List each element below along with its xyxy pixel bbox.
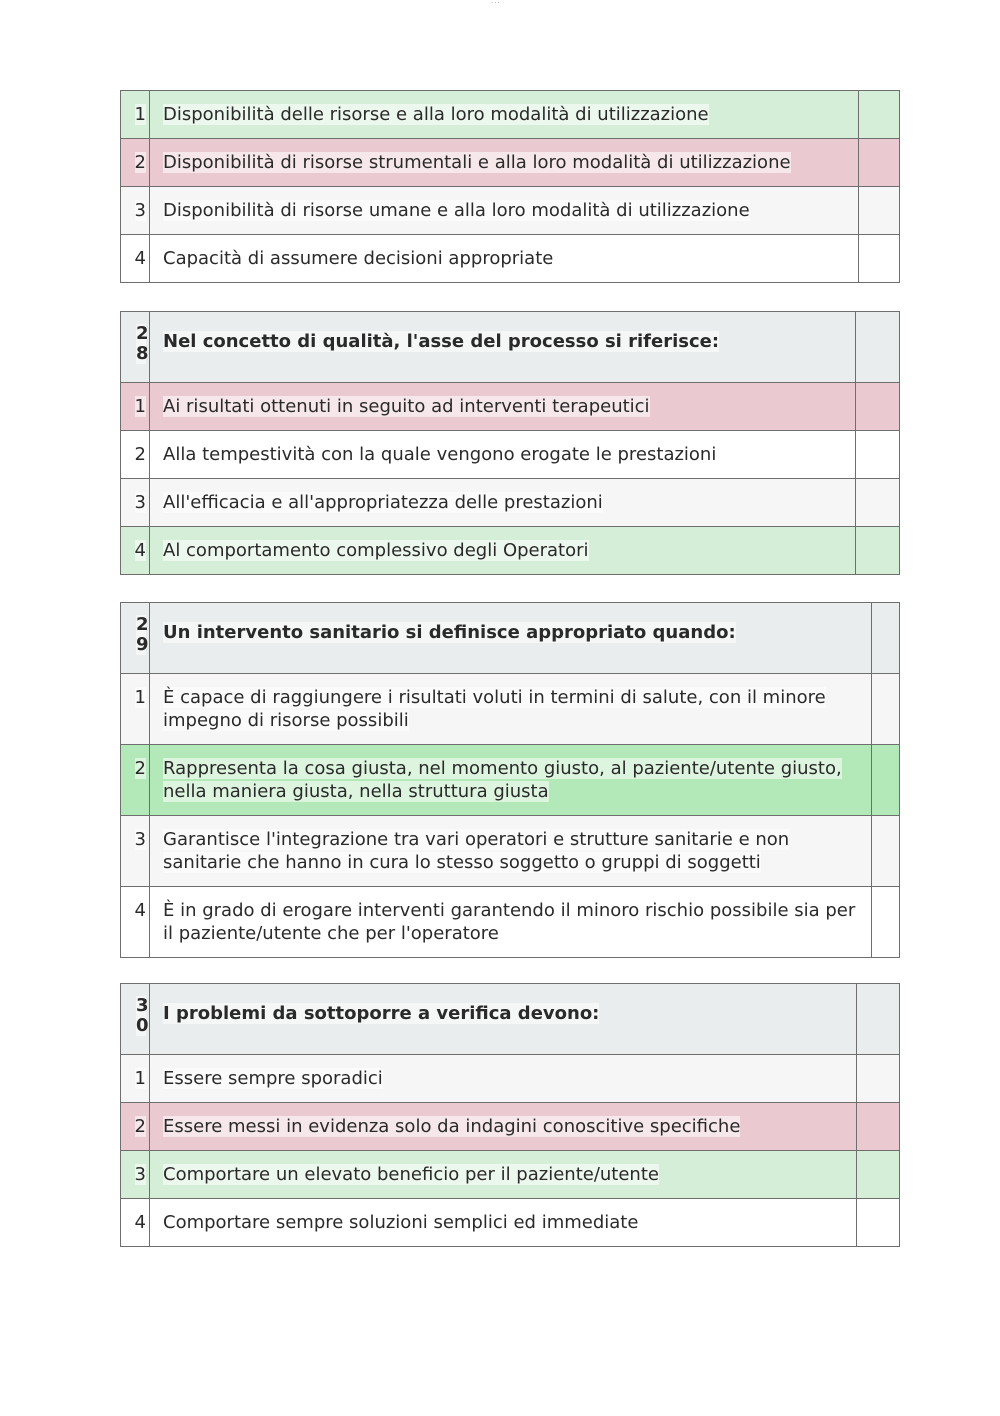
- answer-marker-cell: [859, 91, 900, 139]
- answer-row[interactable]: [121, 1055, 900, 1103]
- answer-marker-cell: [872, 887, 900, 958]
- answer-row[interactable]: [121, 139, 900, 187]
- question-block-30: [120, 983, 900, 1247]
- question-block-29: [120, 602, 900, 958]
- answer-number: 3: [121, 479, 150, 527]
- answer-text: All'efficacia e all'appropriatezza delle prestazioni: [150, 479, 856, 527]
- question-text: I problemi da sottoporre a verifica devono:: [150, 984, 857, 1055]
- answer-text: Ai risultati ottenuti in seguito ad interventi terapeutici: [150, 383, 856, 431]
- answer-marker-cell: [857, 1199, 900, 1247]
- question-text: Un intervento sanitario si definisce appropriato quando:: [150, 603, 872, 674]
- answer-marker-cell: [872, 674, 900, 745]
- answer-text: Disponibilità delle risorse e alla loro modalità di utilizzazione: [150, 91, 859, 139]
- answer-row[interactable]: [121, 1199, 900, 1247]
- answer-text: Disponibilità di risorse umane e alla loro modalità di utilizzazione: [150, 187, 859, 235]
- answer-number: 4: [121, 887, 150, 958]
- question-row: [121, 312, 900, 383]
- answer-marker-cell: [856, 527, 900, 575]
- answer-number: 1: [121, 1055, 150, 1103]
- question-block-28: [120, 311, 900, 575]
- answer-text: Rappresenta la cosa giusta, nel momento giusto, al paziente/utente giusto, nella maniera giusta, nella struttura giusta: [150, 745, 872, 816]
- question-row: [121, 984, 900, 1055]
- answer-number: 4: [121, 1199, 150, 1247]
- answer-marker-cell: [857, 1151, 900, 1199]
- answer-marker-cell: [856, 383, 900, 431]
- answer-text: Disponibilità di risorse strumentali e alla loro modalità di utilizzazione: [150, 139, 859, 187]
- answer-text: Al comportamento complessivo degli Operatori: [150, 527, 856, 575]
- answer-text: È in grado di erogare interventi garantendo il minoro rischio possibile sia per il paziente/utente che per l'operatore: [150, 887, 872, 958]
- question-block-27-continued: [120, 90, 900, 283]
- answer-marker-cell: [856, 431, 900, 479]
- answer-row[interactable]: [121, 383, 900, 431]
- answer-row[interactable]: [121, 235, 900, 283]
- answer-marker-cell: [872, 603, 900, 674]
- answer-row[interactable]: [121, 745, 900, 816]
- page-header-mark: ...: [491, 0, 501, 5]
- answer-marker-cell: [859, 139, 900, 187]
- answer-row[interactable]: [121, 1151, 900, 1199]
- answer-text: Alla tempestività con la quale vengono erogate le prestazioni: [150, 431, 856, 479]
- answer-row[interactable]: [121, 1103, 900, 1151]
- answer-number: 4: [121, 235, 150, 283]
- question-row: [121, 603, 900, 674]
- answer-number: 1: [121, 674, 150, 745]
- answer-row[interactable]: [121, 674, 900, 745]
- answer-row[interactable]: [121, 816, 900, 887]
- answer-number: 1: [121, 91, 150, 139]
- answer-text: Garantisce l'integrazione tra vari operatori e strutture sanitarie e non sanitarie che hanno in cura lo stesso soggetto o gruppi di soggetti: [150, 816, 872, 887]
- answer-number: 2: [121, 745, 150, 816]
- answer-row[interactable]: [121, 527, 900, 575]
- answer-row[interactable]: [121, 887, 900, 958]
- answer-text: Essere messi in evidenza solo da indagini conoscitive specifiche: [150, 1103, 857, 1151]
- answer-number: 3: [121, 187, 150, 235]
- answer-number: 3: [121, 1151, 150, 1199]
- answer-number: 3: [121, 816, 150, 887]
- answer-number: 4: [121, 527, 150, 575]
- answer-marker-cell: [856, 312, 900, 383]
- answer-row[interactable]: [121, 479, 900, 527]
- answer-row[interactable]: [121, 431, 900, 479]
- answer-number: 1: [121, 383, 150, 431]
- answer-marker-cell: [872, 816, 900, 887]
- question-number: 2 8: [121, 312, 150, 383]
- answer-marker-cell: [872, 745, 900, 816]
- answer-marker-cell: [859, 235, 900, 283]
- question-text: Nel concetto di qualità, l'asse del processo si riferisce:: [150, 312, 856, 383]
- answer-number: 2: [121, 431, 150, 479]
- answer-row[interactable]: [121, 91, 900, 139]
- question-number: 3 0: [121, 984, 150, 1055]
- answer-text: È capace di raggiungere i risultati voluti in termini di salute, con il minore impegno di risorse possibili: [150, 674, 872, 745]
- answer-marker-cell: [857, 1055, 900, 1103]
- answer-number: 2: [121, 1103, 150, 1151]
- answer-text: Comportare sempre soluzioni semplici ed immediate: [150, 1199, 857, 1247]
- question-number: 2 9: [121, 603, 150, 674]
- answer-marker-cell: [856, 479, 900, 527]
- answer-number: 2: [121, 139, 150, 187]
- answer-marker-cell: [857, 1103, 900, 1151]
- answer-marker-cell: [857, 984, 900, 1055]
- answer-text: Essere sempre sporadici: [150, 1055, 857, 1103]
- answer-marker-cell: [859, 187, 900, 235]
- answer-text: Comportare un elevato beneficio per il paziente/utente: [150, 1151, 857, 1199]
- answer-text: Capacità di assumere decisioni appropriate: [150, 235, 859, 283]
- answer-row[interactable]: [121, 187, 900, 235]
